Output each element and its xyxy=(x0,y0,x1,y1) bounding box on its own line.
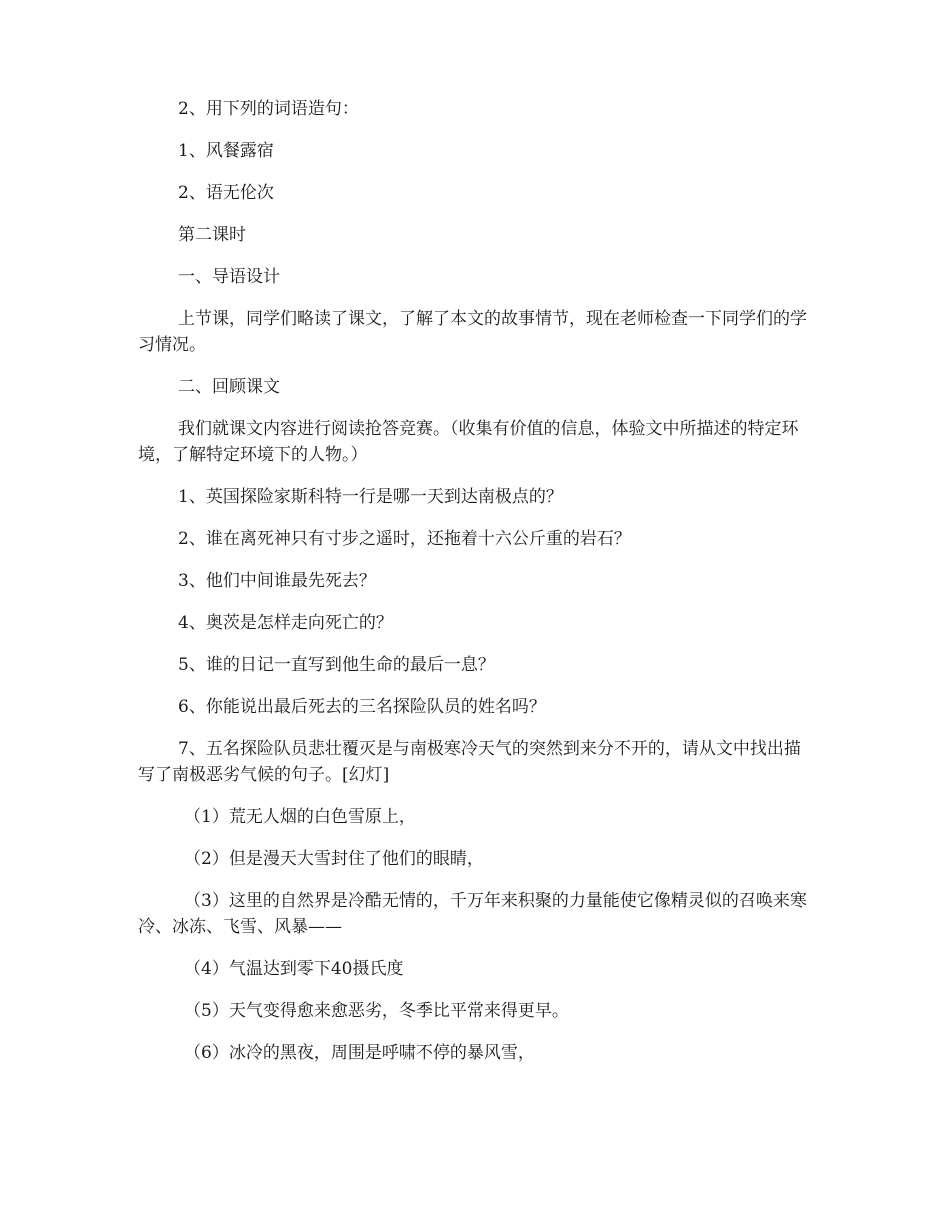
question-item: 5、谁的日记一直写到他生命的最后一息？ xyxy=(178,655,495,675)
quote-item: （3）这里的自然界是冷酷无情的，千万年来积聚的力量能使它像精灵似的召唤来寒冷、冰冻、飞雪、风暴—— xyxy=(138,891,807,937)
exercise-item: 2、语无伦次 xyxy=(178,183,274,203)
quote-item: （4）气温达到零下40摄氏度 xyxy=(184,959,404,979)
quote-item: （1）荒无人烟的白色雪原上， xyxy=(184,807,416,827)
quote-item: （6）冰冷的黑夜，周围是呼啸不停的暴风雪， xyxy=(184,1043,535,1063)
body-paragraph: 我们就课文内容进行阅读抢答竞赛。（收集有价值的信息，体验文中所描述的特定环境，了解特定环境下的人物。） xyxy=(138,419,799,465)
exercise-item: 1、风餐露宿 xyxy=(178,141,274,161)
question-item: 6、你能说出最后死去的三名探险队员的姓名吗？ xyxy=(178,697,546,717)
question-item: 2、谁在离死神只有寸步之遥时，还拖着十六公斤重的岩石？ xyxy=(178,529,631,549)
document-body xyxy=(138,96,812,1082)
section-heading: 一、导语设计 xyxy=(178,267,280,287)
question-item: 3、他们中间谁最先死去？ xyxy=(178,571,376,591)
section-heading: 第二课时 xyxy=(178,225,246,245)
question-item: 4、奥茨是怎样走向死亡的？ xyxy=(178,613,393,633)
quote-item: （5）天气变得愈来愈恶劣，冬季比平常来得更早。 xyxy=(184,1001,569,1021)
quote-item: （2）但是漫天大雪封住了他们的眼睛， xyxy=(184,849,484,869)
section-heading: 二、回顾课文 xyxy=(178,377,280,397)
exercise-heading: 2、用下列的词语造句： xyxy=(178,99,359,119)
question-item: 7、五名探险队员悲壮覆灭是与南极寒冷天气的突然到来分不开的，请从文中找出描写了南极恶劣气候的句子。[幻灯] xyxy=(138,739,801,785)
question-item: 1、英国探险家斯科特一行是哪一天到达南极点的？ xyxy=(178,487,563,507)
body-paragraph: 上节课，同学们略读了课文，了解了本文的故事情节，现在老师检查一下同学们的学习情况。 xyxy=(138,309,807,355)
